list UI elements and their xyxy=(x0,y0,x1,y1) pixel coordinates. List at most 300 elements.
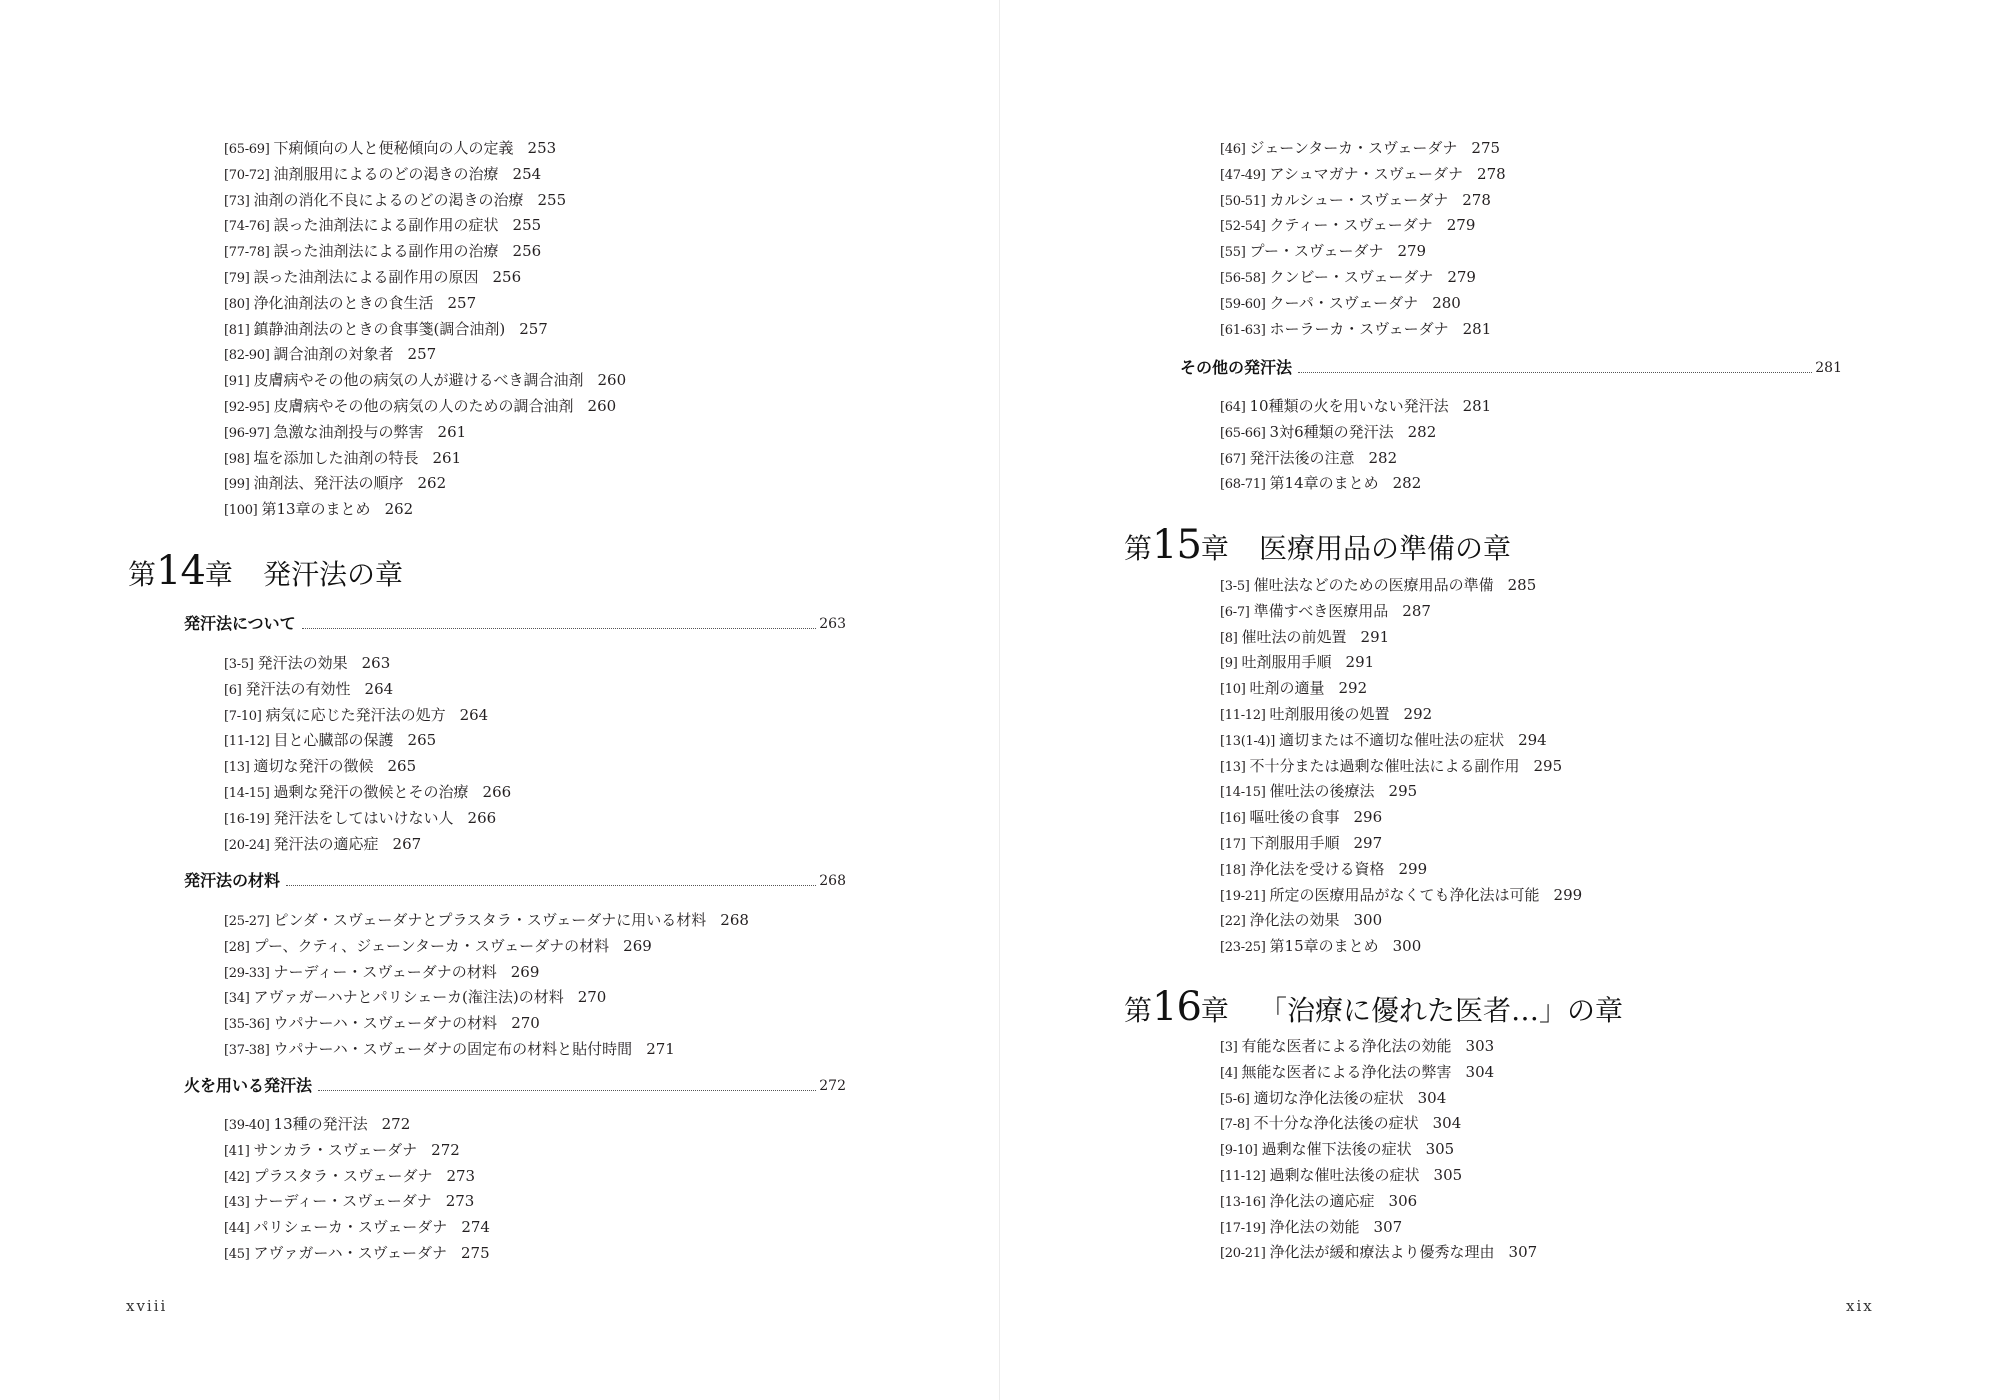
entry-ref: [43] xyxy=(224,1195,250,1211)
entry-ref: [35-36] xyxy=(224,1017,270,1033)
entry-ref: [13] xyxy=(224,760,250,776)
entry-page: 292 xyxy=(1403,705,1433,723)
dot-leader xyxy=(318,1090,816,1091)
entry-title: 吐剤服用手順 xyxy=(1241,653,1332,672)
toc-entry xyxy=(1220,267,1476,289)
section-title: 発汗法について xyxy=(184,614,296,633)
dot-leader xyxy=(302,628,817,629)
toc-entry xyxy=(224,936,652,958)
entry-ref: [13-16] xyxy=(1220,1194,1266,1210)
toc-entry xyxy=(1220,448,1397,470)
entry-page: 300 xyxy=(1392,937,1422,956)
entry-ref: [65-69] xyxy=(224,142,270,157)
entry-page: 264 xyxy=(459,705,489,724)
toc-entry xyxy=(224,987,606,1009)
entry-page: 299 xyxy=(1553,885,1583,904)
toc-entry xyxy=(1220,756,1562,778)
entry-title: 浄化油剤法のときの食生活 xyxy=(253,293,434,312)
entry-title: 塩を添加した油剤の特長 xyxy=(253,448,419,467)
toc-entry xyxy=(224,448,461,470)
toc-entry xyxy=(1220,601,1431,623)
toc-entry xyxy=(224,1166,475,1188)
entry-page: 287 xyxy=(1402,601,1431,620)
entry-ref: [20-24] xyxy=(224,837,270,853)
toc-entry xyxy=(224,730,436,752)
entry-title: クンビー・スヴェーダナ xyxy=(1269,268,1434,286)
entry-page: 256 xyxy=(492,268,522,286)
entry-page: 272 xyxy=(431,1140,460,1159)
toc-entry xyxy=(1220,1242,1537,1264)
entry-page: 282 xyxy=(1407,422,1437,441)
toc-entry xyxy=(1220,164,1506,186)
chapter-15-heading xyxy=(1124,523,1511,571)
toc-entry xyxy=(224,473,446,495)
toc-entry xyxy=(1220,473,1421,495)
entry-page: 275 xyxy=(1471,139,1501,157)
entry-title: ジェーンターカ・スヴェーダナ xyxy=(1249,139,1458,157)
section-title: 発汗法の材料 xyxy=(184,871,281,890)
entry-ref: [20-21] xyxy=(1220,1246,1266,1262)
toc-entry xyxy=(224,808,496,830)
toc-entry xyxy=(224,499,413,521)
chapter-suffix: 章 xyxy=(1200,994,1229,1027)
entry-page: 263 xyxy=(361,654,391,672)
entry-ref: [39-40] xyxy=(224,1118,270,1133)
toc-entry xyxy=(224,293,476,315)
entry-ref: [18] xyxy=(1220,862,1246,878)
entry-title: 浄化法の効果 xyxy=(1249,911,1340,930)
entry-ref: [7-8] xyxy=(1220,1117,1250,1133)
entry-ref: [42] xyxy=(224,1169,250,1185)
entry-title: 所定の医療用品がなくても浄化法は可能 xyxy=(1269,885,1540,904)
toc-entry xyxy=(1220,652,1374,674)
entry-title: 適切な浄化法後の症状 xyxy=(1253,1088,1404,1107)
entry-title: 浄化法を受ける資格 xyxy=(1249,859,1385,878)
toc-entry xyxy=(1220,319,1491,341)
toc-entry xyxy=(224,1039,675,1061)
toc-entry xyxy=(224,164,541,186)
entry-title: 発汗法後の注意 xyxy=(1249,448,1355,467)
toc-entry xyxy=(224,241,541,263)
entry-page: 265 xyxy=(387,757,417,776)
entry-ref: [96-97] xyxy=(224,425,270,441)
chapter-title: 「治療に優れた医者…」の章 xyxy=(1258,994,1623,1027)
chapter-prefix: 第 xyxy=(128,558,157,591)
toc-entry xyxy=(224,138,556,160)
toc-entry xyxy=(1220,575,1536,597)
entry-page: 306 xyxy=(1388,1191,1418,1210)
entry-title: 皮膚病やその他の病気の人が避けるべき調合油剤 xyxy=(253,371,584,390)
entry-ref: [79] xyxy=(224,271,250,286)
entry-ref: [64] xyxy=(1220,400,1246,415)
entry-page: 307 xyxy=(1373,1217,1403,1236)
toc-entry xyxy=(1220,833,1382,855)
entry-title: 浄化法の効能 xyxy=(1269,1217,1360,1236)
entry-title: 有能な医者による浄化法の効能 xyxy=(1241,1037,1452,1055)
entry-title: 発汗法の適応症 xyxy=(273,834,379,853)
toc-entry xyxy=(1220,1191,1417,1213)
section-heading xyxy=(184,611,846,635)
chapter-title: 医療用品の準備の章 xyxy=(1258,532,1511,565)
entry-page: 305 xyxy=(1425,1140,1455,1159)
page-number-left: xviii xyxy=(126,1297,168,1315)
toc-entry xyxy=(224,396,616,418)
entry-page: 274 xyxy=(461,1218,490,1237)
entry-page: 260 xyxy=(587,397,617,415)
entry-page: 292 xyxy=(1338,679,1368,698)
entry-ref: [92-95] xyxy=(224,400,270,415)
toc-entry xyxy=(224,1114,410,1136)
entry-page: 281 xyxy=(1462,397,1492,415)
entry-title: 皮膚病やその他の病気の人のための調合油剤 xyxy=(273,397,574,415)
section-heading xyxy=(184,1073,846,1097)
entry-page: 273 xyxy=(445,1192,475,1211)
entry-page: 304 xyxy=(1465,1062,1495,1081)
entry-page: 295 xyxy=(1533,756,1563,775)
entry-page: 303 xyxy=(1465,1037,1495,1055)
entry-title: ピンダ・スヴェーダナとプラスタラ・スヴェーダナに用いる材料 xyxy=(273,911,707,929)
chapter-number: 15 xyxy=(1152,522,1201,568)
toc-entry xyxy=(1220,936,1421,958)
toc-entry xyxy=(224,422,466,444)
entry-title: 浄化法の適応症 xyxy=(1269,1191,1375,1210)
entry-page: 295 xyxy=(1388,782,1418,801)
entry-ref: [98] xyxy=(224,451,250,467)
entry-title: アヴァガーハ・スヴェーダナ xyxy=(253,1244,448,1262)
entry-ref: [61-63] xyxy=(1220,322,1266,338)
entry-title: ナーディー・スヴェーダナの材料 xyxy=(273,962,497,981)
entry-title: 吐剤服用後の処置 xyxy=(1269,705,1390,723)
entry-ref: [99] xyxy=(224,477,250,493)
section-page: 272 xyxy=(819,1078,846,1094)
entry-title: 油剤の消化不良によるのどの渇きの治療 xyxy=(253,190,524,209)
entry-title: 第13章のまとめ xyxy=(261,500,371,519)
toc-entry xyxy=(1220,807,1382,829)
toc-entry xyxy=(1220,1165,1462,1187)
toc-entry xyxy=(1220,1036,1494,1058)
toc-entry xyxy=(224,267,521,289)
entry-ref: [16] xyxy=(1220,811,1246,827)
section-heading xyxy=(184,868,846,892)
entry-ref: [28] xyxy=(224,939,250,955)
entry-ref: [11-12] xyxy=(1220,708,1266,723)
entry-page: 296 xyxy=(1353,808,1383,827)
toc-entry xyxy=(1220,885,1582,907)
entry-page: 266 xyxy=(482,783,512,801)
entry-title: アヴァガーハナとパリシェーカ(潅注法)の材料 xyxy=(253,988,564,1007)
toc-entry xyxy=(224,215,541,237)
entry-ref: [65-66] xyxy=(1220,425,1266,441)
entry-ref: [13(1-4)] xyxy=(1220,733,1276,749)
entry-ref: [14-15] xyxy=(1220,785,1266,801)
entry-title: 下痢傾向の人と便秘傾向の人の定義 xyxy=(273,139,514,157)
entry-page: 278 xyxy=(1477,164,1506,183)
entry-ref: [41] xyxy=(224,1143,250,1159)
entry-page: 262 xyxy=(417,474,447,493)
entry-title: 過剰な催吐法後の症状 xyxy=(1269,1166,1420,1184)
entry-page: 265 xyxy=(407,731,437,750)
chapter-number: 14 xyxy=(156,548,205,594)
section-page: 268 xyxy=(819,873,846,889)
entry-title: 油剤法、発汗法の順序 xyxy=(253,474,404,493)
dot-leader xyxy=(1298,372,1812,373)
entry-ref: [45] xyxy=(224,1247,250,1262)
entry-ref: [56-58] xyxy=(1220,271,1266,286)
entry-page: 264 xyxy=(364,679,394,698)
entry-page: 266 xyxy=(467,808,497,827)
entry-ref: [23-25] xyxy=(1220,940,1266,956)
entry-page: 267 xyxy=(392,834,422,853)
page-number-right: xix xyxy=(1846,1297,1874,1315)
entry-ref: [82-90] xyxy=(224,348,270,364)
toc-entry xyxy=(1220,293,1461,315)
entry-title: 発汗法の効果 xyxy=(257,654,348,672)
entry-page: 257 xyxy=(447,293,477,312)
entry-title: 急激な油剤投与の弊害 xyxy=(273,422,424,441)
entry-ref: [77-78] xyxy=(224,245,270,261)
entry-ref: [80] xyxy=(224,296,250,312)
entry-ref: [3-5] xyxy=(224,657,254,672)
toc-entry xyxy=(224,319,548,341)
entry-page: 273 xyxy=(446,1166,476,1185)
entry-page: 255 xyxy=(512,216,542,235)
entry-page: 262 xyxy=(384,500,414,519)
entry-ref: [44] xyxy=(224,1221,250,1237)
entry-page: 261 xyxy=(432,448,462,467)
entry-page: 299 xyxy=(1398,859,1428,878)
dot-leader xyxy=(286,885,816,886)
entry-page: 279 xyxy=(1447,268,1476,286)
entry-title: 過剰な催下法後の症状 xyxy=(1261,1140,1412,1159)
entry-title: 過剰な発汗の徴候とその治療 xyxy=(273,783,469,801)
chapter-number: 16 xyxy=(1152,984,1201,1030)
toc-entry xyxy=(1220,241,1426,263)
entry-page: 268 xyxy=(720,911,749,929)
toc-entry xyxy=(1220,1113,1461,1135)
entry-ref: [91] xyxy=(224,374,250,390)
entry-ref: [11-12] xyxy=(224,734,270,750)
chapter-prefix: 第 xyxy=(1124,532,1153,565)
entry-title: 誤った油剤法による副作用の症状 xyxy=(273,216,499,235)
toc-entry xyxy=(1220,1062,1494,1084)
entry-title: 第15章のまとめ xyxy=(1269,937,1379,956)
entry-title: プー、クティ、ジェーンターカ・スヴェーダナの材料 xyxy=(253,936,610,955)
section-page: 263 xyxy=(819,616,846,632)
entry-page: 279 xyxy=(1446,216,1476,235)
entry-ref: [6] xyxy=(224,682,242,698)
entry-title: ウパナーハ・スヴェーダナの固定布の材料と貼付時間 xyxy=(273,1040,633,1058)
entry-title: 催吐法の前処置 xyxy=(1241,627,1347,646)
entry-title: 誤った油剤法による副作用の原因 xyxy=(253,268,479,286)
entry-title: カルシュー・スヴェーダナ xyxy=(1269,190,1449,209)
entry-page: 261 xyxy=(437,422,467,441)
entry-ref: [16-19] xyxy=(224,811,270,827)
entry-title: 無能な医者による浄化法の弊害 xyxy=(1241,1062,1452,1081)
entry-ref: [4] xyxy=(1220,1065,1238,1081)
toc-entry xyxy=(224,370,626,392)
entry-title: 嘔吐後の食事 xyxy=(1249,808,1340,827)
entry-ref: [17] xyxy=(1220,837,1246,852)
entry-page: 285 xyxy=(1507,576,1537,594)
entry-ref: [22] xyxy=(1220,914,1246,930)
toc-entry xyxy=(224,1140,460,1162)
toc-entry xyxy=(1220,910,1382,932)
entry-title: 催吐法の後療法 xyxy=(1269,782,1375,801)
toc-entry xyxy=(1220,422,1436,444)
chapter-prefix: 第 xyxy=(1124,994,1153,1027)
entry-page: 280 xyxy=(1432,293,1461,312)
toc-entry xyxy=(1220,138,1500,160)
entry-page: 294 xyxy=(1518,730,1547,749)
entry-page: 254 xyxy=(512,164,542,183)
entry-title: サンカラ・スヴェーダナ xyxy=(253,1140,418,1159)
entry-page: 281 xyxy=(1462,319,1492,338)
toc-entry xyxy=(1220,627,1389,649)
toc-entry xyxy=(1220,781,1417,803)
entry-ref: [100] xyxy=(224,503,258,519)
entry-title: パリシェーカ・スヴェーダナ xyxy=(253,1218,448,1237)
entry-page: 253 xyxy=(527,139,557,157)
entry-title: クーパ・スヴェーダナ xyxy=(1269,293,1419,312)
entry-title: プラスタラ・スヴェーダナ xyxy=(253,1166,433,1185)
entry-title: 第14章のまとめ xyxy=(1269,474,1379,493)
entry-ref: [7-10] xyxy=(224,708,262,724)
entry-ref: [81] xyxy=(224,322,250,338)
entry-title: 鎮静油剤法のときの食事箋(調合油剤) xyxy=(253,319,506,338)
toc-entry xyxy=(224,962,539,984)
entry-page: 270 xyxy=(577,988,607,1007)
toc-entry xyxy=(1220,396,1491,418)
toc-entry xyxy=(1220,1139,1454,1161)
entry-ref: [5-6] xyxy=(1220,1091,1250,1107)
section-page: 281 xyxy=(1815,360,1842,376)
entry-title: 13種の発汗法 xyxy=(273,1115,368,1133)
entry-page: 291 xyxy=(1345,653,1375,672)
chapter-title: 発汗法の章 xyxy=(262,558,403,591)
chapter-suffix: 章 xyxy=(204,558,233,591)
entry-page: 269 xyxy=(510,962,540,981)
toc-entry xyxy=(224,782,511,804)
entry-title: 目と心臓部の保護 xyxy=(273,731,394,750)
entry-ref: [10] xyxy=(1220,682,1246,698)
entry-page: 257 xyxy=(519,319,548,338)
entry-title: 油剤服用によるのどの渇きの治療 xyxy=(273,164,499,183)
entry-page: 270 xyxy=(511,1014,540,1033)
entry-ref: [37-38] xyxy=(224,1043,270,1058)
entry-ref: [3-5] xyxy=(1220,579,1250,594)
entry-ref: [29-33] xyxy=(224,965,270,981)
chapter-16-heading xyxy=(1124,985,1623,1033)
toc-entry xyxy=(1220,215,1475,237)
entry-page: 297 xyxy=(1353,834,1383,852)
entry-ref: [52-54] xyxy=(1220,219,1266,235)
entry-title: プー・スヴェーダナ xyxy=(1249,242,1384,261)
entry-ref: [9-10] xyxy=(1220,1143,1258,1159)
entry-page: 282 xyxy=(1392,474,1422,493)
toc-entry xyxy=(224,1191,474,1213)
section-title: その他の発汗法 xyxy=(1180,358,1293,377)
toc-entry xyxy=(224,1217,490,1239)
entry-page: 282 xyxy=(1368,448,1398,467)
toc-entry xyxy=(1220,704,1432,726)
entry-title: 10種類の火を用いない発汗法 xyxy=(1249,397,1449,415)
entry-page: 256 xyxy=(512,242,542,261)
entry-title: アシュマガナ・スヴェーダナ xyxy=(1269,164,1464,183)
toc-entry xyxy=(1220,190,1491,212)
entry-ref: [13] xyxy=(1220,759,1246,775)
entry-title: 下剤服用手順 xyxy=(1249,834,1340,852)
chapter-14-heading xyxy=(128,549,403,597)
toc-entry xyxy=(1220,678,1367,700)
entry-page: 300 xyxy=(1353,911,1383,930)
entry-ref: [68-71] xyxy=(1220,477,1266,493)
entry-ref: [67] xyxy=(1220,451,1246,467)
entry-page: 271 xyxy=(646,1040,675,1058)
entry-title: ナーディー・スヴェーダナ xyxy=(253,1192,432,1211)
entry-title: 発汗法の有効性 xyxy=(245,679,351,698)
entry-title: 不十分な浄化法後の症状 xyxy=(1253,1114,1419,1133)
toc-entry xyxy=(224,1243,490,1265)
entry-ref: [59-60] xyxy=(1220,296,1266,312)
entry-page: 257 xyxy=(407,345,437,364)
entry-page: 304 xyxy=(1417,1088,1447,1107)
toc-entry xyxy=(224,756,416,778)
toc-entry xyxy=(224,1013,540,1035)
entry-ref: [70-72] xyxy=(224,167,270,183)
entry-ref: [74-76] xyxy=(224,219,270,235)
entry-title: 吐剤の適量 xyxy=(1249,679,1325,698)
chapter-suffix: 章 xyxy=(1200,532,1229,565)
entry-ref: [6-7] xyxy=(1220,604,1250,620)
toc-entry xyxy=(224,190,566,212)
entry-ref: [8] xyxy=(1220,630,1238,646)
entry-title: 調合油剤の対象者 xyxy=(273,345,394,364)
entry-title: 催吐法などのための医療用品の準備 xyxy=(1253,576,1494,594)
toc-entry xyxy=(1220,859,1427,881)
entry-title: ホーラーカ・スヴェーダナ xyxy=(1269,319,1449,338)
toc-entry xyxy=(224,653,390,675)
toc-entry xyxy=(224,910,749,932)
entry-title: 浄化法が緩和療法より優秀な理由 xyxy=(1269,1243,1495,1262)
entry-title: 病気に応じた発汗法の処方 xyxy=(265,705,446,724)
book-spine xyxy=(999,0,1000,1400)
entry-ref: [34] xyxy=(224,991,250,1007)
toc-entry xyxy=(224,679,393,701)
entry-page: 304 xyxy=(1432,1114,1462,1133)
entry-ref: [50-51] xyxy=(1220,193,1266,209)
entry-page: 291 xyxy=(1360,627,1390,646)
entry-ref: [55] xyxy=(1220,245,1246,261)
toc-entry xyxy=(224,834,421,856)
entry-title: 3対6種類の発汗法 xyxy=(1269,422,1394,441)
entry-page: 272 xyxy=(381,1115,411,1133)
entry-page: 269 xyxy=(623,936,652,955)
entry-page: 307 xyxy=(1508,1243,1538,1262)
entry-title: 準備すべき医療用品 xyxy=(1253,601,1389,620)
entry-ref: [14-15] xyxy=(224,786,270,801)
entry-ref: [25-27] xyxy=(224,914,270,929)
toc-entry xyxy=(1220,730,1547,752)
entry-title: クティー・スヴェーダナ xyxy=(1269,216,1433,235)
entry-title: 不十分または過剰な催吐法による副作用 xyxy=(1249,756,1520,775)
entry-ref: [19-21] xyxy=(1220,888,1266,904)
entry-ref: [11-12] xyxy=(1220,1169,1266,1184)
toc-entry xyxy=(1220,1088,1446,1110)
entry-page: 275 xyxy=(461,1244,490,1262)
entry-page: 260 xyxy=(597,371,627,390)
entry-ref: [17-19] xyxy=(1220,1220,1266,1236)
entry-title: ウパナーハ・スヴェーダナの材料 xyxy=(273,1014,498,1033)
